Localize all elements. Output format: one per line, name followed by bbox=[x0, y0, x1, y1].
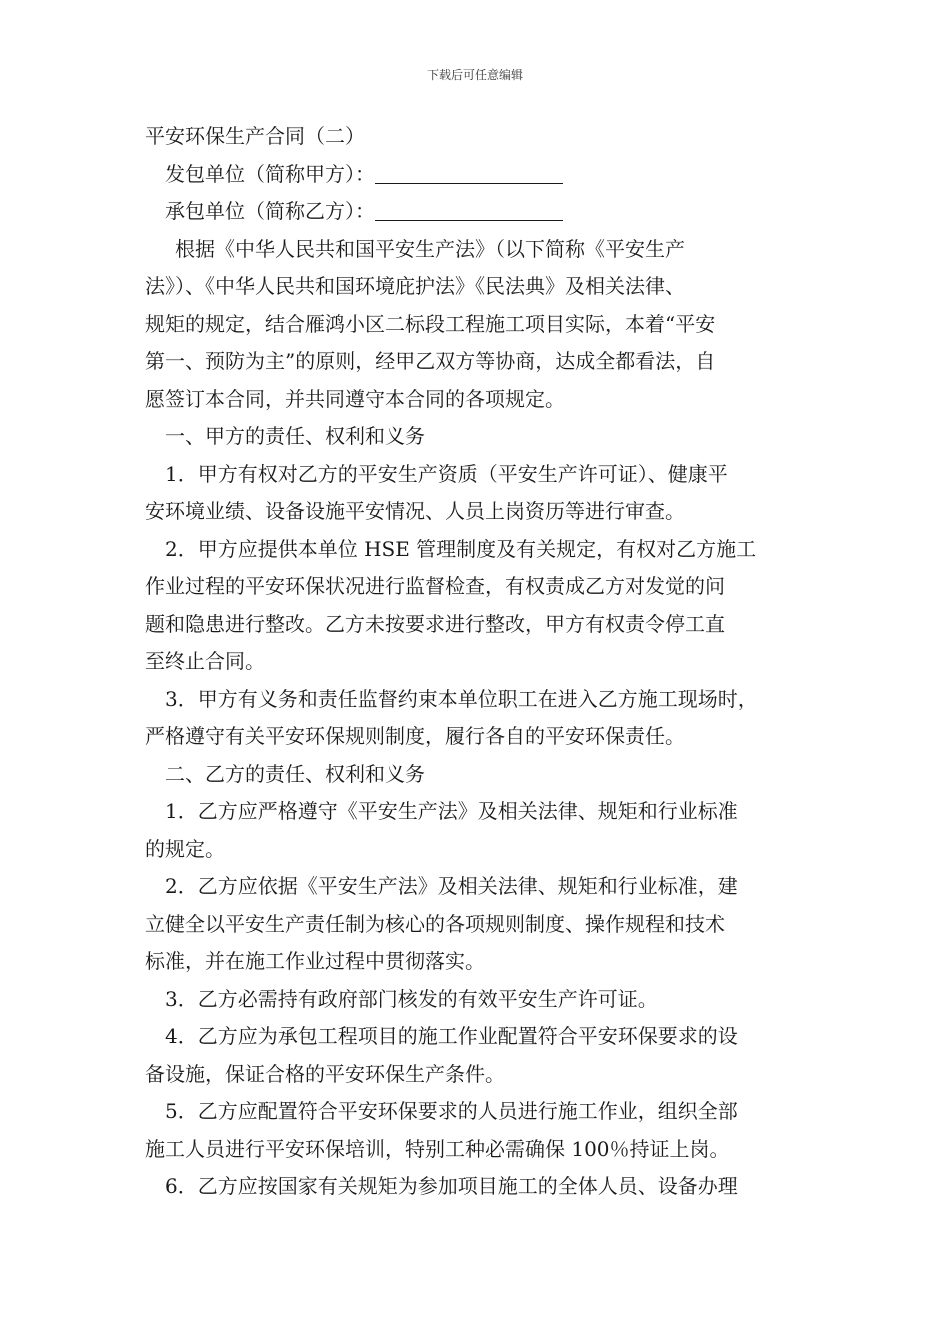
intro-line: 根据《中华人民共和国平安生产法》（以下简称《平安生产 bbox=[175, 236, 685, 261]
clause-line: 2．甲方应提供本单位 HSE 管理制度及有关规定，有权对乙方施工 bbox=[165, 536, 757, 561]
section2-heading: 二、乙方的责任、权利和义务 bbox=[165, 761, 425, 786]
party-b-blank bbox=[375, 198, 563, 221]
section1-heading: 一、甲方的责任、权利和义务 bbox=[165, 424, 425, 448]
page-header-note: 下载后可任意编辑 bbox=[426, 68, 523, 82]
party-b-label: 承包单位（简称乙方）： bbox=[165, 199, 375, 223]
clause-line: 4．乙方应为承包工程项目的施工作业配置符合平安环保要求的设 bbox=[165, 1024, 738, 1048]
clause-line: 2．乙方应依据《平安生产法》及相关法律、规矩和行业标准，建 bbox=[165, 874, 738, 898]
party-b-line bbox=[145, 193, 810, 231]
clause-line: 1．乙方应严格遵守《平安生产法》及相关法律、规矩和行业标准 bbox=[165, 799, 738, 823]
clause-line: 6．乙方应按国家有关规矩为参加项目施工的全体人员、设备办理 bbox=[165, 1174, 738, 1198]
clause-line: 1．甲方有权对乙方的平安生产资质（平安生产许可证）、健康平 bbox=[165, 461, 728, 486]
clause-line: 立健全以平安生产责任制为核心的各项规则制度、操作规程和技术 bbox=[145, 911, 725, 936]
intro-line: 规矩的规定，结合雁鸿小区二标段工程施工项目实际，本着“平安 bbox=[145, 311, 716, 336]
clause-line: 至终止合同。 bbox=[145, 649, 265, 673]
intro-line: 愿签订本合同，并共同遵守本合同的各项规定。 bbox=[145, 386, 565, 411]
clause-line: 备设施，保证合格的平安环保生产条件。 bbox=[145, 1061, 505, 1086]
clause-line: 题和隐患进行整改。乙方未按要求进行整改，甲方有权责令停工直 bbox=[145, 611, 725, 636]
clause-line: 5．乙方应配置符合平安环保要求的人员进行施工作业，组织全部 bbox=[165, 1099, 738, 1123]
clause-line: 标准，并在施工作业过程中贯彻落实。 bbox=[145, 949, 485, 973]
contract-document bbox=[145, 118, 810, 1206]
clause-line: 3．甲方有义务和责任监督约束本单位职工在进入乙方施工现场时， bbox=[165, 686, 758, 711]
party-a-label: 发包单位（简称甲方）： bbox=[165, 161, 375, 186]
clause-line: 3．乙方必需持有政府部门核发的有效平安生产许可证。 bbox=[165, 986, 658, 1011]
intro-line: 法》）、《中华人民共和国环境庇护法》《民法典》及相关法律、 bbox=[145, 274, 685, 298]
clause-line: 安环境业绩、设备设施平安情况、人员上岗资历等进行审查。 bbox=[145, 499, 685, 523]
clause-line: 施工人员进行平安环保培训，特别工种必需确保 100％持证上岗。 bbox=[145, 1136, 730, 1161]
intro-line: 第一、预防为主”的原则，经甲乙双方等协商，达成全都看法，自 bbox=[145, 349, 716, 373]
clause-line: 作业过程的平安环保状况进行监督检查，有权责成乙方对发觉的问 bbox=[145, 574, 725, 598]
clause-line: 的规定。 bbox=[145, 836, 225, 861]
document-title: 平安环保生产合同（二） bbox=[145, 124, 365, 148]
party-a-blank bbox=[375, 161, 563, 184]
party-a-line bbox=[145, 156, 810, 194]
clause-line: 严格遵守有关平安环保规则制度，履行各自的平安环保责任。 bbox=[145, 724, 685, 748]
